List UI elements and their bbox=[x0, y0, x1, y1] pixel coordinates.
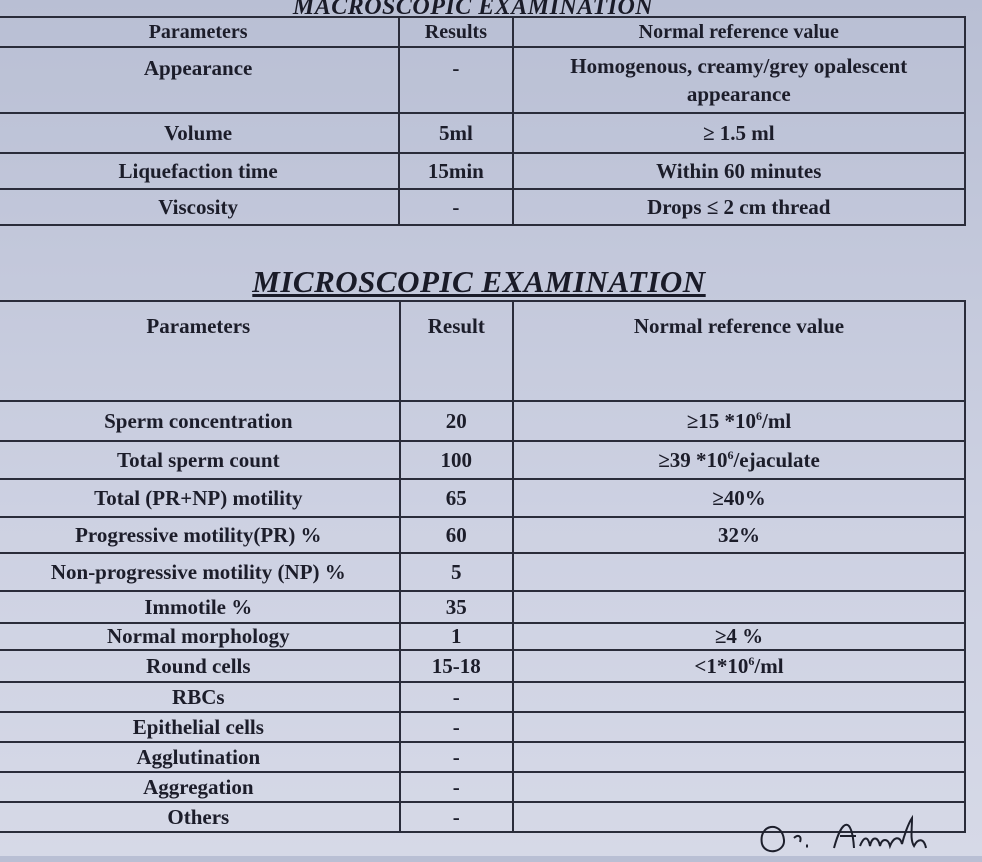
param-cell: Sperm concentration bbox=[0, 401, 400, 441]
result-cell: - bbox=[399, 47, 512, 113]
result-cell: - bbox=[400, 712, 513, 742]
table-row bbox=[0, 189, 965, 225]
table-row bbox=[0, 113, 965, 153]
header-parameters: Parameters bbox=[0, 301, 400, 401]
table-row bbox=[0, 153, 965, 189]
result-cell: - bbox=[400, 682, 513, 712]
reference-cell bbox=[513, 772, 965, 802]
table-row bbox=[0, 441, 965, 479]
reference-cell bbox=[513, 650, 965, 682]
reference-unit: /ml bbox=[754, 653, 784, 678]
reference-value: ≥39 *10 bbox=[658, 447, 728, 472]
header-result: Result bbox=[400, 301, 513, 401]
param-cell: Immotile % bbox=[0, 591, 400, 623]
reference-cell bbox=[513, 682, 965, 712]
param-cell: Total sperm count bbox=[0, 441, 400, 479]
result-cell: - bbox=[400, 742, 513, 772]
param-cell: Normal morphology bbox=[0, 623, 400, 650]
param-cell: Progressive motility(PR) % bbox=[0, 517, 400, 553]
reference-cell bbox=[513, 517, 965, 553]
table-row bbox=[0, 712, 965, 742]
reference-exponent: 6 bbox=[727, 447, 734, 462]
header-parameters: Parameters bbox=[0, 17, 399, 47]
reference-cell bbox=[513, 712, 965, 742]
reference-cell: Homogenous, creamy/grey opalescent appearance bbox=[513, 47, 965, 113]
header-results: Results bbox=[399, 17, 512, 47]
param-cell: Total (PR+NP) motility bbox=[0, 479, 400, 517]
table-row bbox=[0, 401, 965, 441]
macroscopic-table bbox=[0, 16, 966, 226]
param-cell: Volume bbox=[0, 113, 399, 153]
microscopic-rows bbox=[0, 401, 965, 832]
reference-value: ≥15 *10 bbox=[686, 408, 757, 433]
param-cell: Round cells bbox=[0, 650, 400, 682]
reference-cell bbox=[513, 623, 965, 650]
table-row bbox=[0, 742, 965, 772]
table-row bbox=[0, 772, 965, 802]
reference-cell bbox=[513, 401, 965, 441]
reference-value: ≥4 % bbox=[714, 624, 764, 648]
reference-cell bbox=[513, 553, 965, 591]
reference-exponent: 6 bbox=[748, 653, 755, 668]
reference-cell bbox=[513, 479, 965, 517]
table-row bbox=[0, 553, 965, 591]
param-cell: Others bbox=[0, 802, 400, 832]
header-reference: Normal reference value bbox=[513, 301, 965, 401]
reference-unit: /ml bbox=[762, 408, 792, 433]
param-cell: Agglutination bbox=[0, 742, 400, 772]
reference-cell bbox=[513, 591, 965, 623]
reference-value: 32% bbox=[717, 522, 760, 547]
result-cell: - bbox=[400, 802, 513, 832]
microscopic-title: MICROSCOPIC EXAMINATION bbox=[252, 264, 706, 299]
param-cell: Non-progressive motility (NP) % bbox=[0, 553, 400, 591]
table-row bbox=[0, 623, 965, 650]
result-cell: 1 bbox=[400, 623, 513, 650]
result-cell: 65 bbox=[400, 479, 513, 517]
reference-cell bbox=[513, 742, 965, 772]
result-cell: 100 bbox=[400, 441, 513, 479]
result-cell: 5 bbox=[400, 553, 513, 591]
reference-cell: Drops ≤ 2 cm thread bbox=[513, 189, 965, 225]
reference-cell: ≥ 1.5 ml bbox=[513, 113, 965, 153]
result-cell: 15min bbox=[399, 153, 512, 189]
macroscopic-title: MACROSCOPIC EXAMINATION bbox=[292, 0, 654, 20]
table-header-row bbox=[0, 17, 965, 47]
param-cell: Appearance bbox=[0, 47, 399, 113]
param-cell: RBCs bbox=[0, 682, 400, 712]
table-row bbox=[0, 591, 965, 623]
table-row bbox=[0, 47, 965, 113]
param-cell: Aggregation bbox=[0, 772, 400, 802]
result-cell: 35 bbox=[400, 591, 513, 623]
reference-value: ≥40% bbox=[712, 485, 766, 510]
table-row bbox=[0, 650, 965, 682]
result-cell: 60 bbox=[400, 517, 513, 553]
result-cell: 20 bbox=[400, 401, 513, 441]
table-header-row bbox=[0, 301, 965, 401]
header-reference: Normal reference value bbox=[513, 17, 965, 47]
reference-exponent: 6 bbox=[756, 408, 763, 423]
doctor-signature bbox=[748, 802, 982, 862]
result-cell: 5ml bbox=[399, 113, 512, 153]
reference-cell bbox=[513, 441, 965, 479]
reference-cell: Within 60 minutes bbox=[513, 153, 965, 189]
param-cell: Liquefaction time bbox=[0, 153, 399, 189]
table-row bbox=[0, 479, 965, 517]
microscopic-table bbox=[0, 300, 966, 833]
table-row bbox=[0, 682, 965, 712]
result-cell: - bbox=[399, 189, 512, 225]
table-row bbox=[0, 517, 965, 553]
param-cell: Viscosity bbox=[0, 189, 399, 225]
reference-value: <1*10 bbox=[694, 653, 749, 678]
param-cell: Epithelial cells bbox=[0, 712, 400, 742]
reference-unit: /ejaculate bbox=[733, 447, 820, 472]
result-cell: 15-18 bbox=[400, 650, 513, 682]
result-cell: - bbox=[400, 772, 513, 802]
